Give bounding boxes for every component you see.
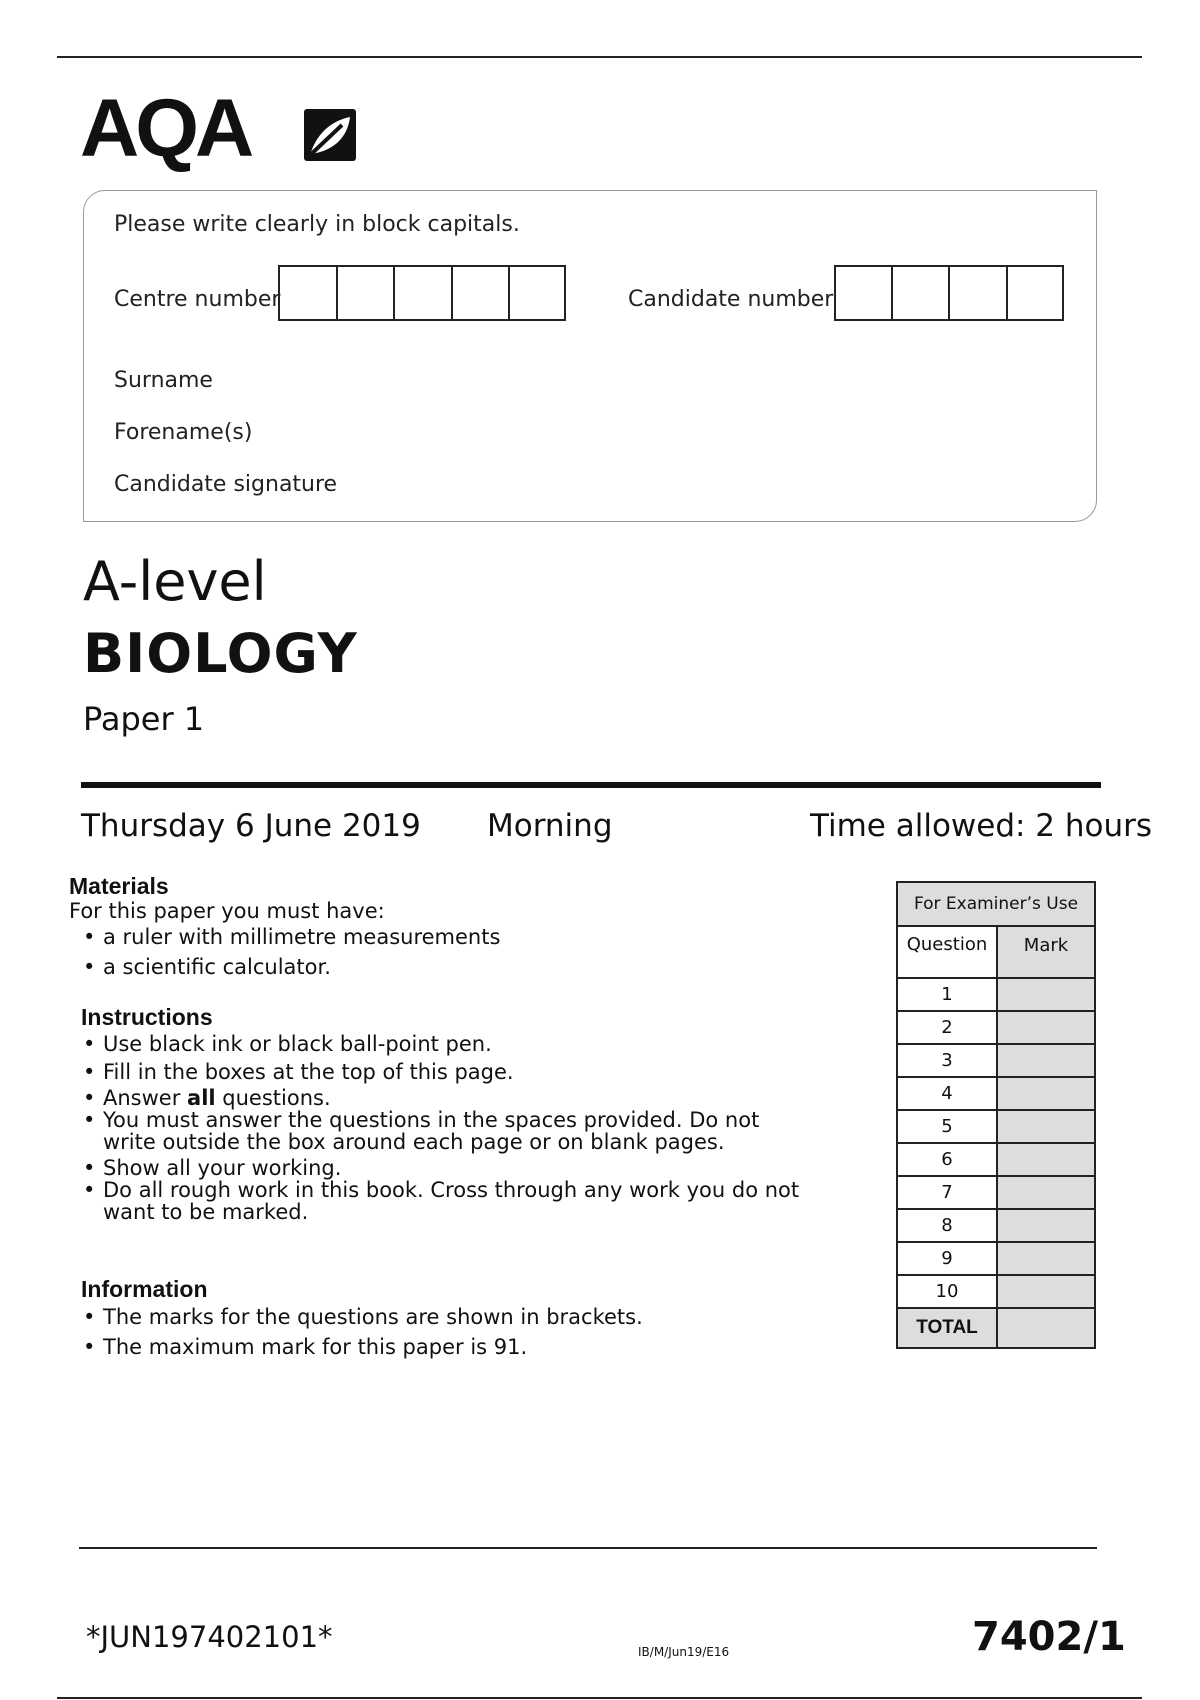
list-item: • a ruler with millimetre measurements: [81, 926, 801, 948]
examiner-use-table: [896, 881, 1096, 1349]
centre-number-boxes[interactable]: [278, 265, 566, 321]
question-number: 4: [897, 1077, 997, 1110]
mark-cell: [997, 1110, 1095, 1143]
instructions-heading: Instructions: [81, 1004, 213, 1030]
mark-cell: [997, 1209, 1095, 1242]
table-row: [897, 978, 1095, 1011]
table-row: [897, 1077, 1095, 1110]
aqa-logo: AQA: [80, 83, 251, 174]
paper-code: 7402/1: [972, 1614, 1126, 1660]
candidate-digit-box[interactable]: [1008, 267, 1062, 319]
list-item: • Answer all questions.: [81, 1087, 801, 1109]
question-number: 6: [897, 1143, 997, 1176]
centre-digit-box[interactable]: [453, 267, 510, 319]
mark-cell: [997, 1242, 1095, 1275]
information-list: [81, 1306, 801, 1358]
forename-label: Forename(s): [114, 420, 253, 445]
table-row: [897, 1143, 1095, 1176]
question-number: 9: [897, 1242, 997, 1275]
instructions-list: [81, 1033, 801, 1223]
mark-cell: [997, 1044, 1095, 1077]
centre-digit-box[interactable]: [395, 267, 453, 319]
title-divider: [81, 782, 1101, 788]
mark-cell: [997, 1275, 1095, 1308]
mark-cell: [997, 1077, 1095, 1110]
centre-digit-box[interactable]: [510, 267, 564, 319]
footer-rule: [79, 1547, 1097, 1549]
emphasis-all: all: [187, 1086, 216, 1110]
materials-list: [81, 926, 801, 978]
top-rule: [57, 56, 1142, 58]
list-item: • The maximum mark for this paper is 91.: [81, 1336, 801, 1358]
question-column-header: Question: [897, 926, 997, 978]
candidate-digit-box[interactable]: [893, 267, 950, 319]
materials-intro: For this paper you must have:: [69, 899, 385, 923]
total-label: TOTAL: [897, 1308, 997, 1348]
list-item: • The marks for the questions are shown in brackets.: [81, 1306, 801, 1328]
exam-date: Thursday 6 June 2019: [81, 808, 421, 844]
mark-cell: [997, 1176, 1095, 1209]
qualification-level: A-level: [83, 550, 267, 613]
document-reference: IB/M/Jun19/E16: [638, 1645, 730, 1659]
barcode-text: *JUN197402101*: [86, 1620, 333, 1654]
information-heading: Information: [81, 1276, 208, 1302]
mark-cell: [997, 1011, 1095, 1044]
table-row: [897, 1275, 1095, 1308]
signature-label: Candidate signature: [114, 472, 338, 497]
time-allowed: Time allowed: 2 hours: [810, 808, 1153, 844]
list-item: • Fill in the boxes at the top of this page.: [81, 1061, 801, 1083]
question-number: 2: [897, 1011, 997, 1044]
exam-session: Morning: [487, 808, 613, 844]
question-number: 10: [897, 1275, 997, 1308]
paper-number: Paper 1: [83, 700, 205, 738]
candidate-number-boxes[interactable]: [834, 265, 1064, 321]
total-mark-cell: [997, 1308, 1095, 1348]
mark-cell: [997, 1143, 1095, 1176]
table-row: [897, 1110, 1095, 1143]
block-capitals-instruction: Please write clearly in block capitals.: [114, 212, 520, 237]
list-item: • Show all your working.: [81, 1157, 801, 1179]
mark-cell: [997, 978, 1095, 1011]
list-item: • Do all rough work in this book. Cross through any work you do not want to be marked.: [81, 1179, 801, 1223]
subject-title: BIOLOGY: [83, 622, 358, 685]
table-row: [897, 1242, 1095, 1275]
centre-digit-box[interactable]: [338, 267, 395, 319]
list-item: • Use black ink or black ball-point pen.: [81, 1033, 801, 1055]
table-row: [897, 1176, 1095, 1209]
table-row: [897, 1011, 1095, 1044]
question-number: 1: [897, 978, 997, 1011]
table-row: [897, 1044, 1095, 1077]
candidate-digit-box[interactable]: [950, 267, 1008, 319]
examiner-table-title: For Examiner’s Use: [897, 882, 1095, 926]
bottom-rule: [57, 1697, 1142, 1699]
list-item: • a scientific calculator.: [81, 956, 801, 978]
centre-digit-box[interactable]: [280, 267, 338, 319]
question-number: 3: [897, 1044, 997, 1077]
centre-number-label: Centre number: [114, 287, 281, 312]
mark-column-header: Mark: [997, 926, 1095, 978]
question-number: 8: [897, 1209, 997, 1242]
surname-label: Surname: [114, 368, 213, 393]
aqa-leaf-icon: [302, 107, 358, 163]
table-row: [897, 1209, 1095, 1242]
list-item: • You must answer the questions in the spaces provided. Do not write outside the box around each page or on blank pages.: [81, 1109, 801, 1153]
candidate-number-label: Candidate number: [628, 287, 834, 312]
question-number: 5: [897, 1110, 997, 1143]
question-number: 7: [897, 1176, 997, 1209]
candidate-digit-box[interactable]: [836, 267, 893, 319]
materials-heading: Materials: [69, 873, 169, 899]
